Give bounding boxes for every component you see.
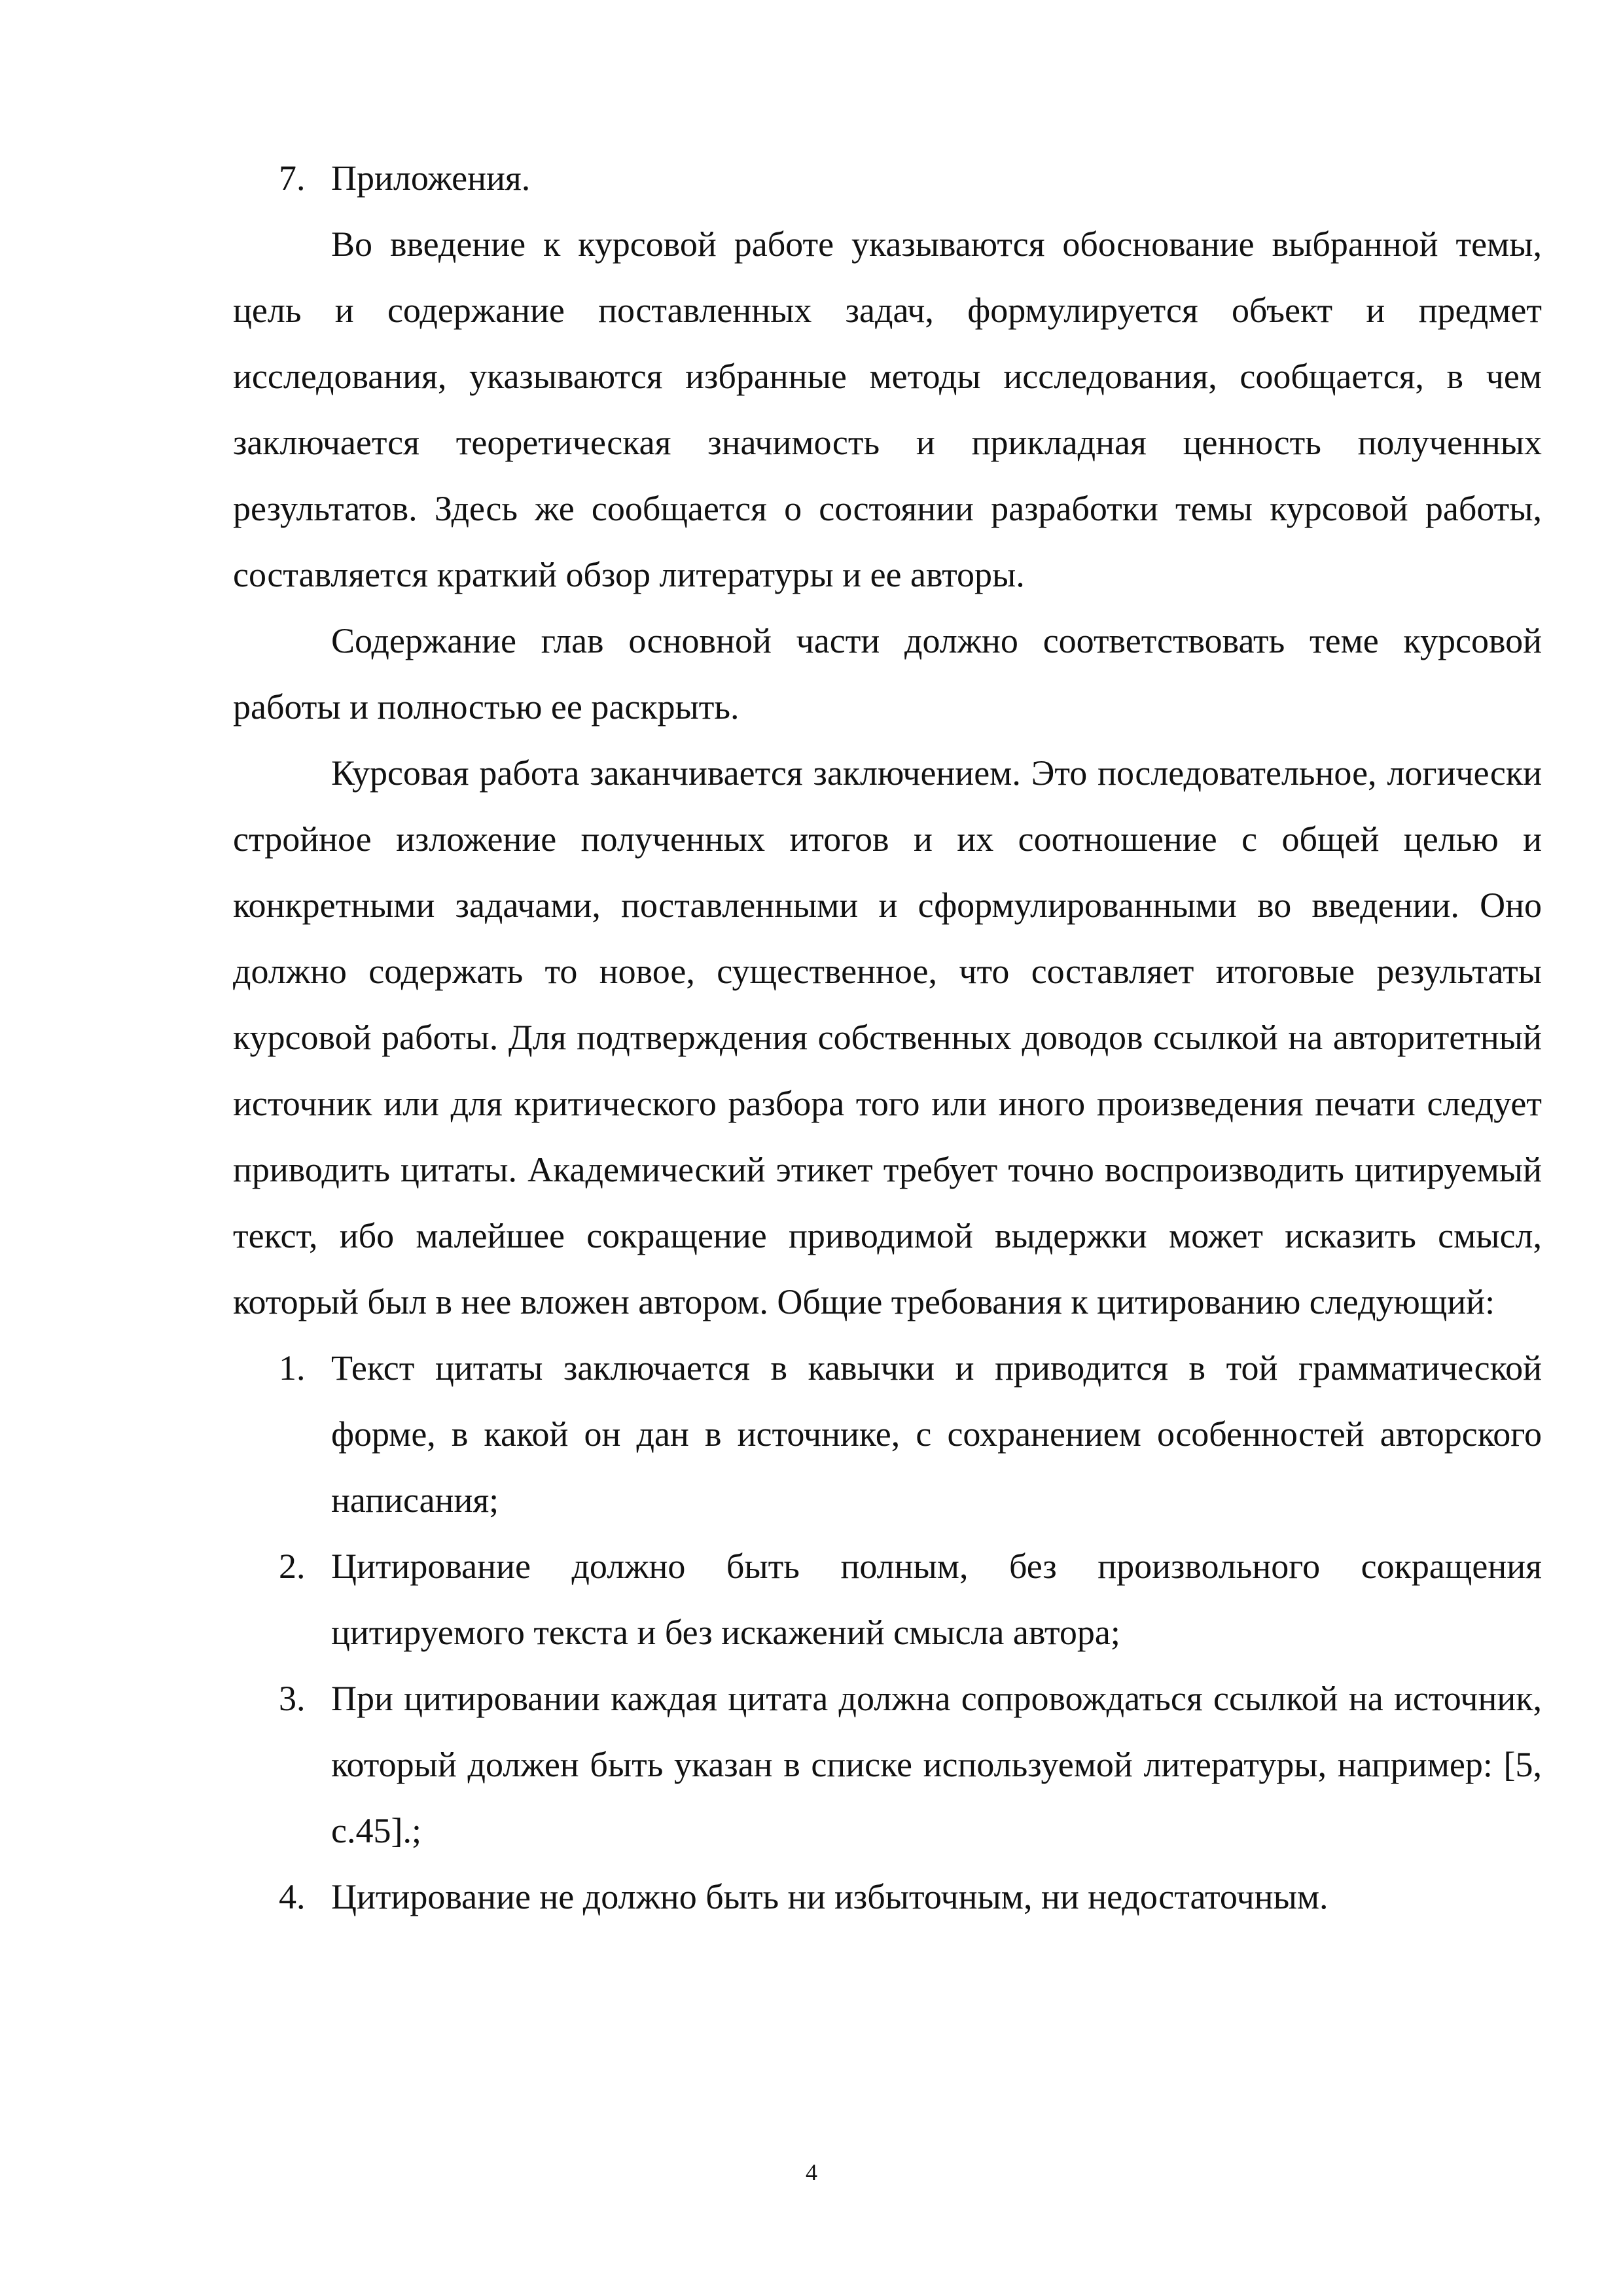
list-number: 3. <box>279 1679 306 1718</box>
paragraph-main-part: Содержание глав основной части должно соответствовать теме курсовой работы и полностью ее раскрыть. <box>233 621 1542 726</box>
list-text: Цитирование должно быть полным, без произвольного сокращения цитируемого текста и без искажений смысла автора; <box>331 1547 1542 1652</box>
list-number: 1. <box>279 1348 306 1388</box>
list-text: Текст цитаты заключается в кавычки и приводится в той грамматической форме, в какой он дан в источнике, с сохранением особенностей авторского написания; <box>331 1348 1542 1520</box>
page-number: 4 <box>806 2159 817 2185</box>
paragraph-conclusion: Курсовая работа заканчивается заключением. Это последовательное, логически стройное изложение полученных итогов и их соотношение с общей целью и конкретными задачами, поставленными и сформулированными во введении. Оно должно содержать то новое, существенное, что составляет итоговые результаты курсовой работы. Для подтверждения собственных доводов ссылкой на авторитетный источник или для критического разбора того или иного произведения печати следует приводить цитаты. Академический этикет требует точно воспроизводить цитируемый текст, ибо малейшее сокращение приводимой выдержки может исказить смысл, который был в нее вложен автором. Общие требования к цитированию следующий: <box>233 753 1542 1321</box>
document-page <box>233 145 1542 1930</box>
list-number: 2. <box>279 1547 306 1586</box>
list-text: Приложения. <box>331 158 531 198</box>
list-number: 7. <box>279 158 306 198</box>
list-item-appendices <box>233 145 1542 211</box>
requirement-item <box>233 1864 1542 1930</box>
requirement-item <box>233 1335 1542 1534</box>
requirement-item <box>233 1666 1542 1864</box>
paragraph-introduction: Во введение к курсовой работе указываются обоснование выбранной темы, цель и содержание поставленных задач, формулируется объект и предмет исследования, указываются избранные методы исследования, сообщается, в чем заключается теоретическая значимость и прикладная ценность полученных результатов. Здесь же сообщается о состоянии разработки темы курсовой работы, составляется краткий обзор литературы и ее авторы. <box>233 224 1542 594</box>
list-text: Цитирование не должно быть ни избыточным, ни недостаточным. <box>331 1877 1329 1916</box>
list-number: 4. <box>279 1877 306 1916</box>
list-text: При цитировании каждая цитата должна сопровождаться ссылкой на источник, который должен быть указан в списке используемой литературы, например: [5, с.45].; <box>331 1679 1542 1850</box>
requirement-item <box>233 1534 1542 1666</box>
